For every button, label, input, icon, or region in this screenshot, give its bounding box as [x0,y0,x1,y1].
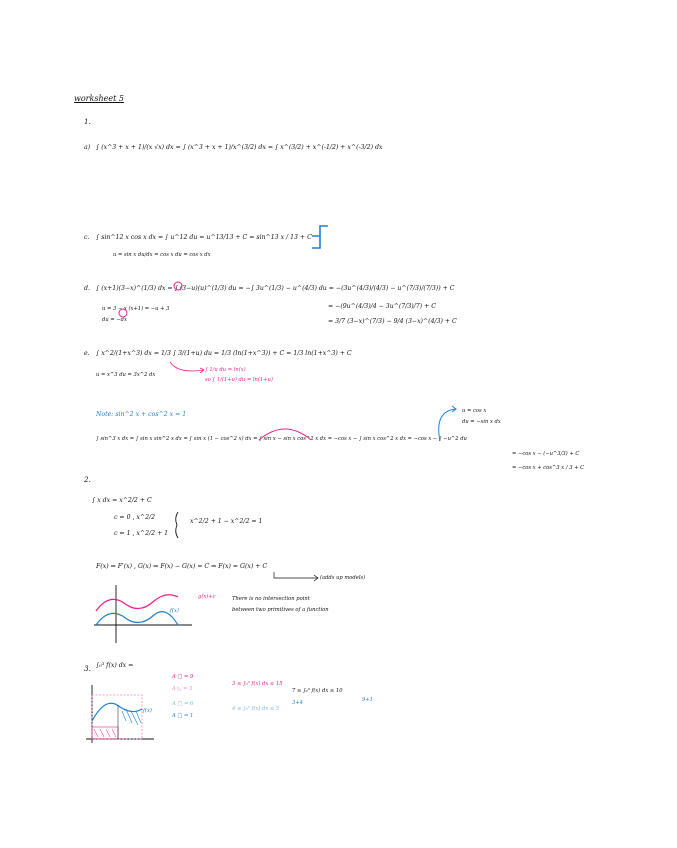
blue-area-1: A □ = 6 [172,701,194,707]
upper-bound-pink: 3 ≤ ∫₀³ f(x) dx ≤ 15 [232,681,283,687]
section-2-statement: F(x) ⇒ F'(x) , G(x) ⇒ F(x) − G(x) = C ⇒ F(x) = G(x) + C [96,563,268,570]
answer-box-marker [310,222,330,252]
area-graph [86,685,156,745]
problem-1f-answer: = −cos x + cos^3 x / 3 + C [512,465,585,471]
identity-note: Note: sin^2 x + cos^2 x = 1 [96,411,187,418]
substitution-arrow [430,405,460,445]
bound-blue: 4 ≤ ∫₀³ f(x) dx ≤ 5 [232,706,280,712]
lower-sum-note: 3+4 [292,700,303,706]
section-1-number: 1. [84,117,91,126]
problem-1f-work: ∫ sin^3 x dx = ∫ sin x sin^2 x dx = ∫ sin x (1 − cos^2 x) dx = ∫ sin x − sin x cos^2 x dx = −cos x − ∫ sin x cos^2 x dx = −cos x − ∫ −u^2 du [96,436,467,442]
problem-1e-label: e. [84,350,90,357]
problem-1e-note-2: so ∫ 1/(1+u) du = ln(1+u) [205,377,273,383]
section-2-number: 2. [84,475,91,484]
problem-1a-work: ∫ (x^3 + x + 1)/(x √x) dx = ∫ (x^3 + x + 1)/x^(3/2) dx = ∫ x^(3/2) + x^(-1/2) + x^(-3/2) dx [96,144,383,151]
problem-1d-label: d. [84,285,90,292]
problem-1f-differential: du = −sin x dx [462,419,501,425]
section-2-note-text: There is no intersection point between two primitives of a function [232,596,329,613]
minus-circle-marker [115,280,315,320]
remark-arrow [272,570,322,582]
pink-area-2: A ◺ = 3 [172,686,193,692]
blue-area-2: A □ = 1 [172,713,194,719]
problem-1f-substitution: u = cos x [462,408,487,414]
problem-1d-substitution: u = 3 − x (x+1) = −u + 3 [102,306,170,312]
section-2-remark: (adds up models) [320,575,366,581]
problem-1e-work: ∫ x^2/(1+x^3) dx = 1/3 ∫ 3/(1+u) du = 1/3 (ln(1+x^3)) + C = 1/3 ln(1+x^3) + C [96,350,352,357]
section-2-c-one: c = 1 , x^2/2 + 1 [114,530,169,537]
problem-1c-substitution: u = sin x du/dx = cos x du = cos x dx [113,252,211,258]
section-3-number: 3. [84,664,91,673]
page-title: worksheet 5 [74,94,124,103]
problem-1d-answer: = 3/7 (3−x)^(7/3) − 9/4 (3−x)^(4/3) + C [328,318,457,325]
graph-label-f: f(x) [170,608,179,614]
section-3-integral: ∫₀³ f(x) dx = [96,662,134,669]
problem-1f-step2: = −cos x − (−u^3/3) + C [512,451,580,457]
problem-1e-note-1: ∫ 1/u du = ln(x) [205,367,246,373]
section-2-integral: ∫ x dx = x^2/2 + C [92,497,152,504]
final-bounds: 7 ≤ ∫₀³ f(x) dx ≤ 10 [292,688,343,694]
problem-1a-label: a) [84,144,91,151]
note-arrow [168,360,208,380]
problem-1c-work: ∫ sin^12 x cos x dx = ∫ u^12 du = u^13/13 + C = sin^13 x / 13 + C [96,234,312,241]
section-2-c-zero: c = 0 , x^2/2 [114,514,156,521]
section-2-note [232,594,332,616]
problem-1e-substitution: u = x^3 du = 3x^2 dx [96,372,156,378]
area-graph-label: f(x) [143,708,152,714]
primitives-graph [94,585,194,645]
problem-1d-differential: du = −dx [102,317,127,323]
pink-area-1: A □ = 9 [172,674,194,680]
problem-1c-label: c. [84,234,90,241]
problem-1d-step2: = −(9u^(4/3)/4 − 3u^(7/3)/7) + C [328,303,436,310]
section-2-difference: x^2/2 + 1 − x^2/2 = 1 [190,518,263,525]
problem-1d-work: ∫ (x+1)(3−x)^(1/3) dx = ∫ (3−u)(u)^(1/3) du = −∫ 3u^(1/3) − u^(4/3) du = −(3u^(4/3)/(4/3) − u^(7/3)/(7/3)) + C [96,285,455,292]
upper-sum-note: 9+1 [362,697,373,703]
brace [172,510,182,540]
identity-arc [255,424,315,444]
graph-label-g: g(x)+c [198,594,216,600]
